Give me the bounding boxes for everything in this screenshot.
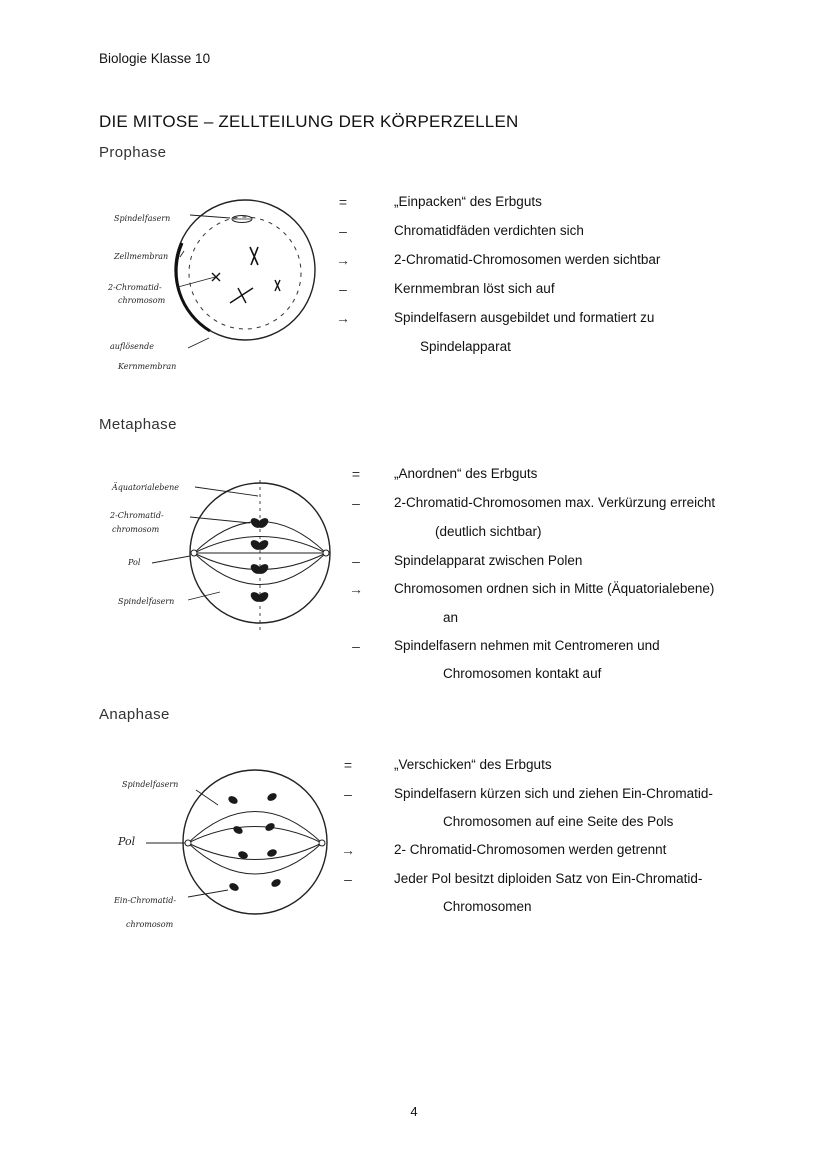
item-symbol: = [338, 194, 348, 210]
item-text: Spindelfasern kürzen sich und ziehen Ein-Chromatid- [394, 786, 713, 801]
diagram-label: Zellmembran [114, 252, 169, 261]
section-heading-metaphase: Metaphase [99, 416, 177, 433]
item-symbol: → [336, 310, 350, 326]
item-text: Jeder Pol besitzt diploiden Satz von Ein-Chromatid- [394, 871, 703, 886]
item-text: „Einpacken“ des Erbguts [394, 194, 542, 209]
item-text: Chromatidfäden verdichten sich [394, 223, 584, 238]
item-text: „Verschicken“ des Erbguts [394, 757, 552, 772]
item-symbol: = [343, 757, 353, 773]
item-symbol: – [352, 638, 360, 654]
pole [185, 840, 191, 846]
metaphase-diagram [100, 470, 350, 640]
diagram-label: Spindelfasern [114, 214, 171, 223]
item-text-continuation: Spindelapparat [420, 339, 511, 354]
cell-membrane [183, 770, 327, 914]
chromatid [270, 877, 282, 888]
diagram-label: Spindelfasern [118, 597, 175, 606]
anaphase-diagram [100, 755, 340, 945]
diagram-label: Spindelfasern [122, 780, 179, 789]
diagram-label: auflösende [110, 342, 154, 351]
prophase-diagram [100, 185, 330, 385]
item-text: 2- Chromatid-Chromosomen werden getrennt [394, 842, 667, 857]
page-title: DIE MITOSE – ZELLTEILUNG DER KÖRPERZELLEN [99, 112, 519, 131]
item-text: Chromosomen ordnen sich in Mitte (Äquatorialebene) [394, 581, 715, 596]
cell-membrane-arc [176, 243, 210, 331]
item-symbol: – [352, 553, 360, 569]
item-symbol: – [339, 281, 347, 297]
item-symbol: → [341, 842, 355, 858]
item-symbol: – [352, 495, 360, 511]
chromosome [275, 280, 280, 291]
diagram-label: Pol [128, 558, 141, 567]
item-text: Kernmembran löst sich auf [394, 281, 555, 296]
item-text: Spindelfasern nehmen mit Centromeren und [394, 638, 660, 653]
item-text: „Anordnen“ des Erbguts [394, 466, 538, 481]
chromosome [212, 273, 220, 281]
item-text-continuation: Chromosomen auf eine Seite des Pols [443, 814, 674, 829]
item-symbol: – [339, 223, 347, 239]
section-heading-anaphase: Anaphase [99, 706, 170, 723]
page-number: 4 [410, 1104, 418, 1119]
item-symbol: = [351, 466, 361, 482]
item-symbol: – [344, 871, 352, 887]
item-symbol: → [349, 581, 363, 597]
item-text-continuation: an [443, 610, 459, 625]
item-text-continuation: Chromosomen [443, 899, 532, 914]
chromatid [232, 824, 244, 835]
diagram-label: chromosom [112, 525, 160, 534]
chromatid [227, 794, 239, 805]
item-text: 2-Chromatid-Chromosomen max. Verkürzung erreicht [394, 495, 716, 510]
item-text: Spindelfasern ausgebildet und formatiert zu [394, 310, 655, 325]
chromatid [266, 848, 278, 858]
diagram-label: Ein-Chromatid- [114, 896, 177, 905]
pole [319, 840, 325, 846]
item-symbol: – [344, 786, 352, 802]
item-text-continuation: Chromosomen kontakt auf [443, 666, 602, 681]
item-text: 2-Chromatid-Chromosomen werden sichtbar [394, 252, 661, 267]
diagram-label: 2-Chromatid- [108, 283, 162, 292]
diagram-label: Pol [118, 835, 136, 848]
item-text: Spindelapparat zwischen Polen [394, 553, 583, 568]
chromatid [228, 881, 240, 892]
diagram-label: chromosom [126, 920, 174, 929]
item-symbol: → [336, 252, 350, 268]
diagram-label: chromosom [118, 296, 166, 305]
page-header: Biologie Klasse 10 [99, 51, 211, 66]
chromatid [266, 791, 278, 802]
pole [323, 550, 329, 556]
diagram-label: 2-Chromatid- [110, 511, 164, 520]
chromatid [264, 821, 276, 832]
nuclear-membrane [189, 217, 301, 329]
diagram-label: Kernmembran [118, 362, 177, 371]
pole [191, 550, 197, 556]
diagram-label: Äquatorialebene [112, 483, 180, 492]
item-text-continuation: (deutlich sichtbar) [435, 524, 542, 539]
section-heading-prophase: Prophase [99, 144, 167, 161]
chromosome [230, 288, 253, 303]
chromosome [250, 247, 258, 265]
